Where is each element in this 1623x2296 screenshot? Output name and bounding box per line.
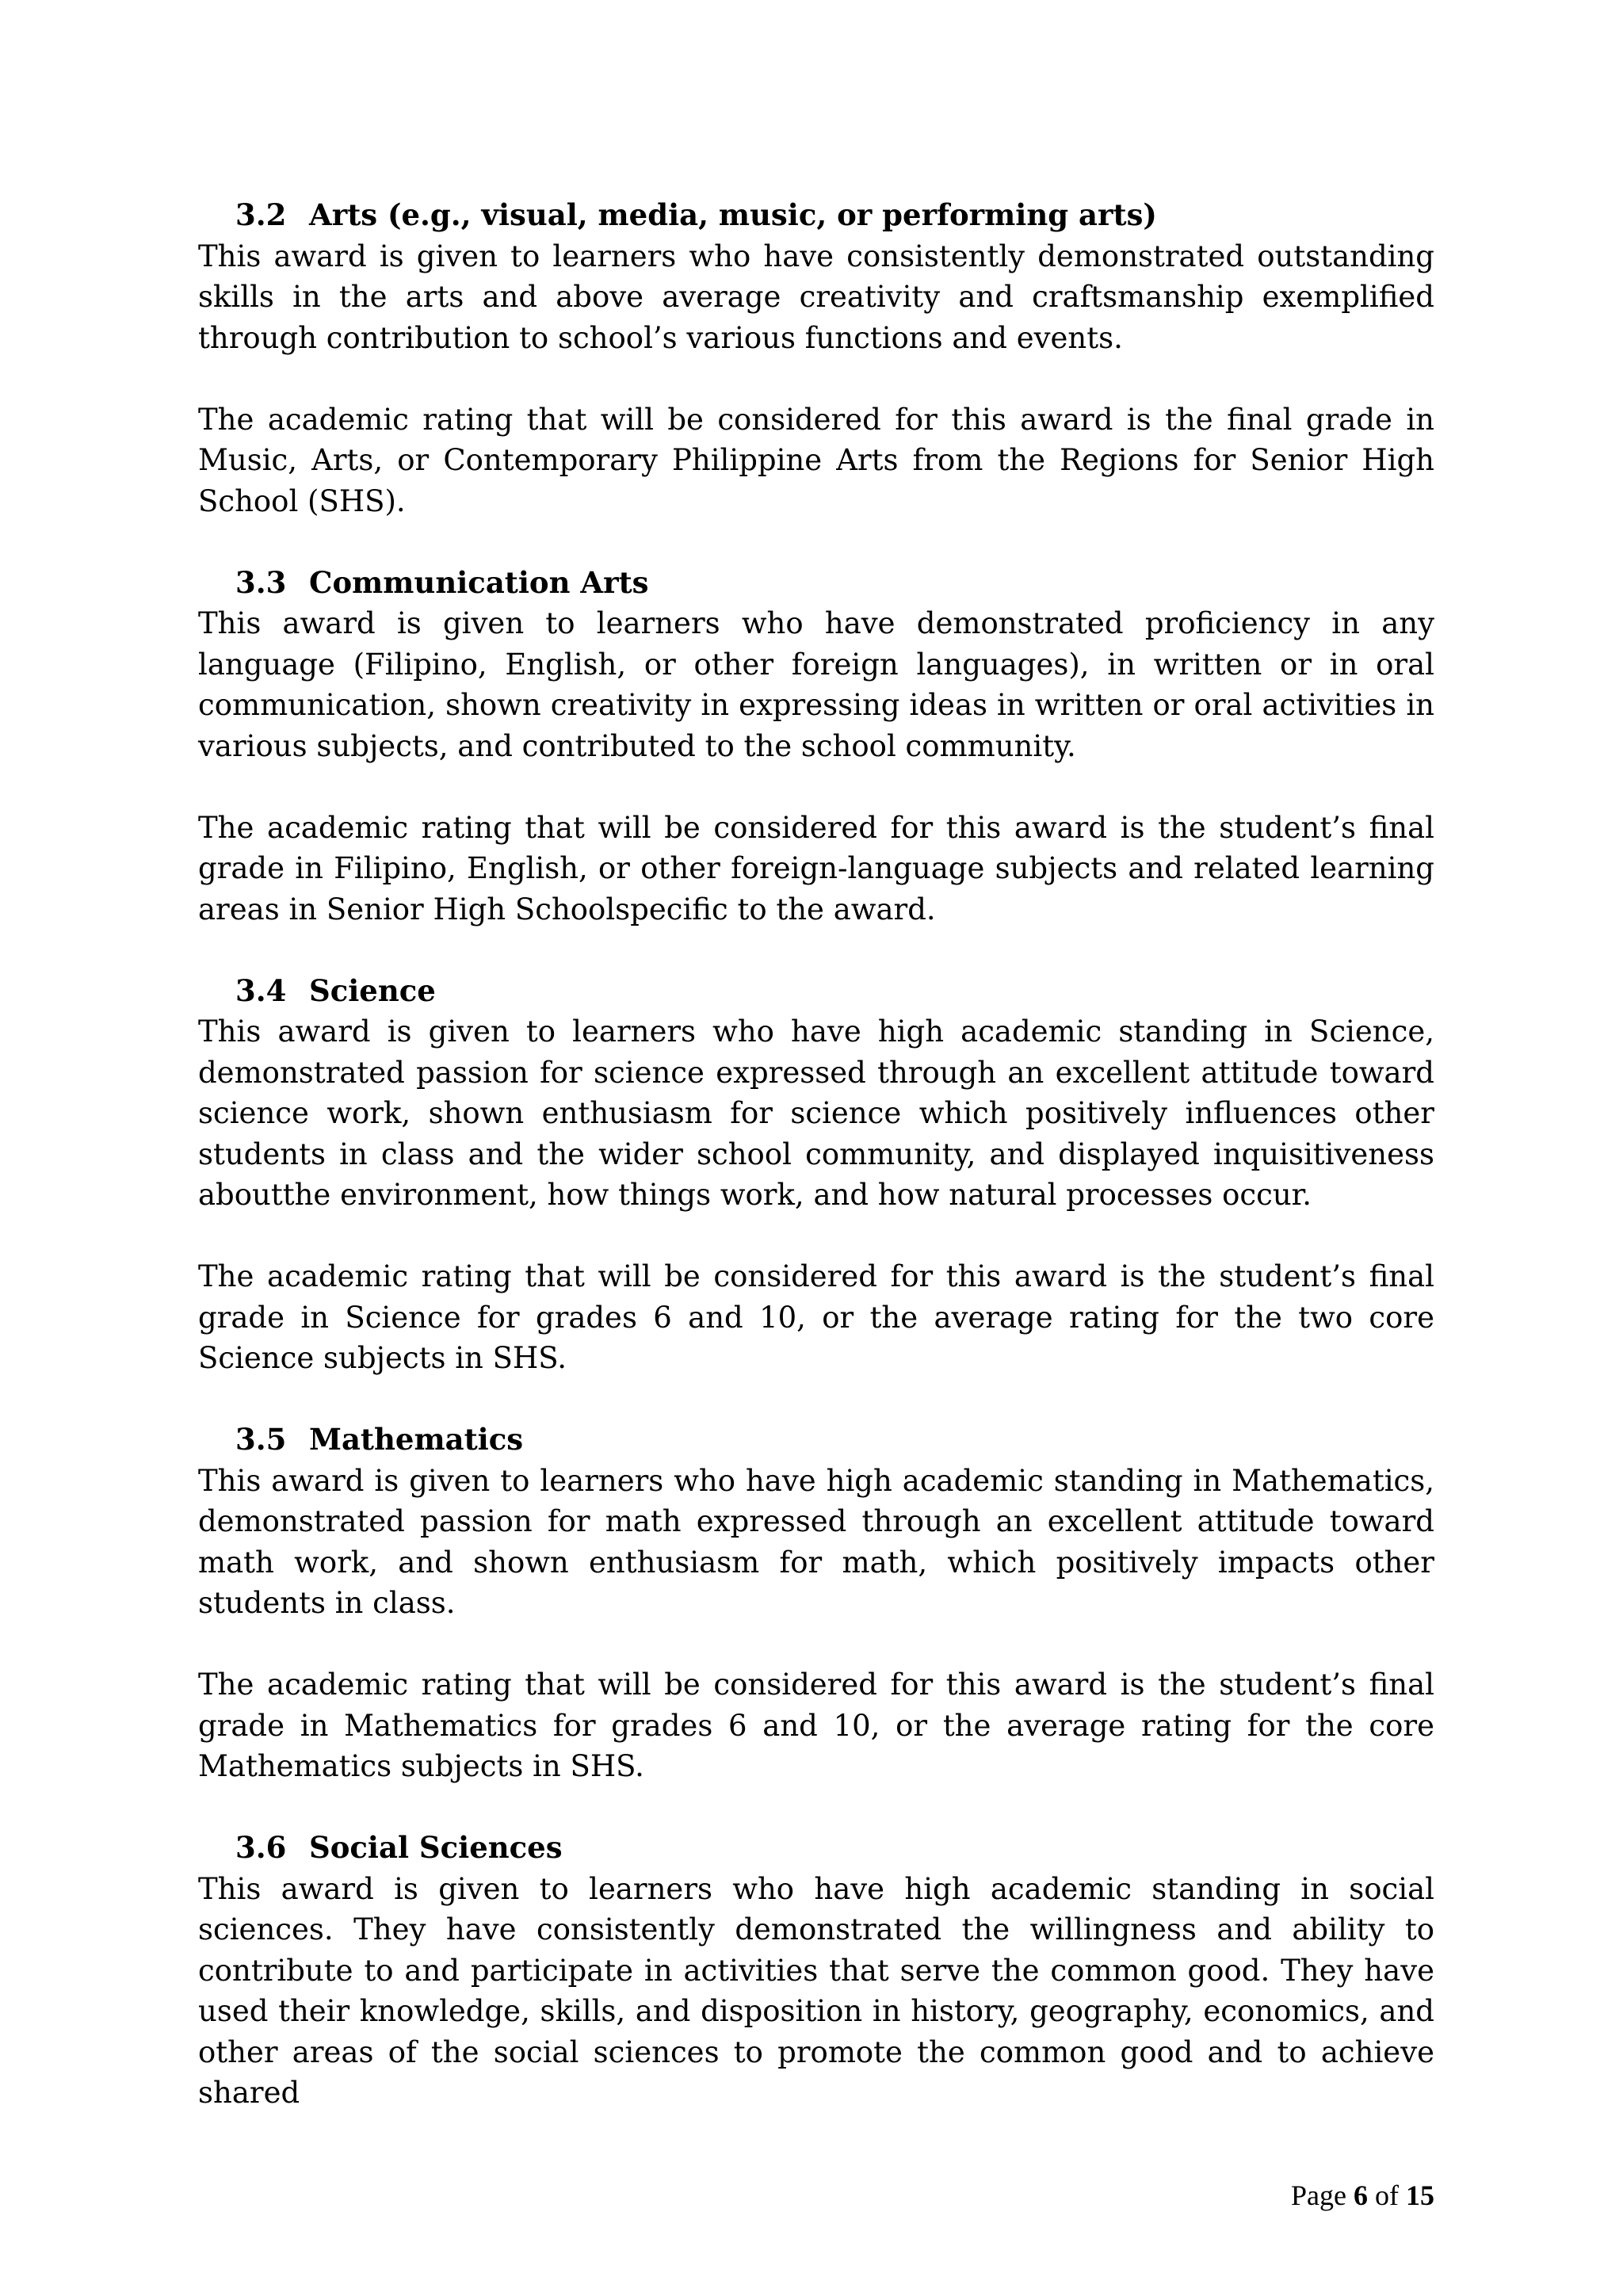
section-title: Science <box>309 972 436 1008</box>
section-paragraph: This award is given to learners who have consistently demonstrated outstanding skills in the arts and above average creativity and craftsmanship exemplified through contribution to school’s various functions and events. <box>198 239 1434 355</box>
section-number: 3.2 <box>235 197 287 232</box>
page-label: Page <box>1291 2179 1346 2211</box>
page-content <box>198 195 1434 2114</box>
section-heading <box>235 971 1434 1012</box>
section-title: Social Sciences <box>309 1830 563 1865</box>
section-paragraph: This award is given to learners who have high academic standing in Science, demonstrated passion for science expressed through an excellent attitude toward science work, shown enthusiasm for science which positively influences other students in class and the wider school community, and displayed inquisitiveness aboutthe environment, how things work, and how natural processes occur. <box>198 1014 1434 1212</box>
section-3-6 <box>198 1828 1434 2114</box>
section-3-4 <box>198 971 1434 1420</box>
section-number: 3.4 <box>235 972 287 1008</box>
section-heading <box>235 1419 1434 1461</box>
section-heading <box>235 195 1434 236</box>
page-of-label: of <box>1375 2179 1399 2211</box>
total-page-count: 15 <box>1406 2179 1434 2211</box>
section-heading <box>235 1828 1434 1869</box>
section-title: Mathematics <box>309 1422 524 1457</box>
section-number: 3.3 <box>235 564 287 600</box>
page-number-footer <box>1291 2178 1434 2213</box>
section-3-2 <box>198 195 1434 563</box>
section-paragraph: The academic rating that will be considered for this award is the final grade in Music, Arts, or Contemporary Philippine Arts from the Regions for Senior High School (SHS). <box>198 402 1434 518</box>
section-3-3 <box>198 563 1434 971</box>
current-page-number: 6 <box>1354 2179 1368 2211</box>
section-3-5 <box>198 1419 1434 1828</box>
section-paragraph: This award is given to learners who have high academic standing in Mathematics, demonstrated passion for math expressed through an excellent attitude toward math work, and shown enthusiasm for math, which positively impacts other students in class. <box>198 1463 1434 1620</box>
section-paragraph: The academic rating that will be considered for this award is the student’s final grade in Filipino, English, or other foreign-language subjects and related learning areas in Senior High Schoolspecific to the award. <box>198 810 1434 926</box>
section-title: Arts (e.g., visual, media, music, or performing arts) <box>309 197 1157 232</box>
section-number: 3.5 <box>235 1422 287 1457</box>
section-paragraph: The academic rating that will be considered for this award is the student’s final grade in Science for grades 6 and 10, or the average rating for the two core Science subjects in SHS. <box>198 1259 1434 1375</box>
section-paragraph: This award is given to learners who have demonstrated proficiency in any language (Filipino, English, or other foreign languages), in written or in oral communication, shown creativity in expressing ideas in written or oral activities in various subjects, and contributed to the school community. <box>198 606 1434 763</box>
section-paragraph: The academic rating that will be considered for this award is the student’s final grade in Mathematics for grades 6 and 10, or the average rating for the core Mathematics subjects in SHS. <box>198 1668 1434 1783</box>
section-title: Communication Arts <box>309 564 649 600</box>
section-number: 3.6 <box>235 1830 287 1865</box>
section-heading <box>235 563 1434 604</box>
section-paragraph: This award is given to learners who have high academic standing in social sciences. They have consistently demonstrated the willingness and ability to contribute to and participate in activities that serve the common good. They have used their knowledge, skills, and disposition in history, geography, economics, and other areas of the social sciences to promote the common good and to achieve shared <box>198 1871 1434 2110</box>
